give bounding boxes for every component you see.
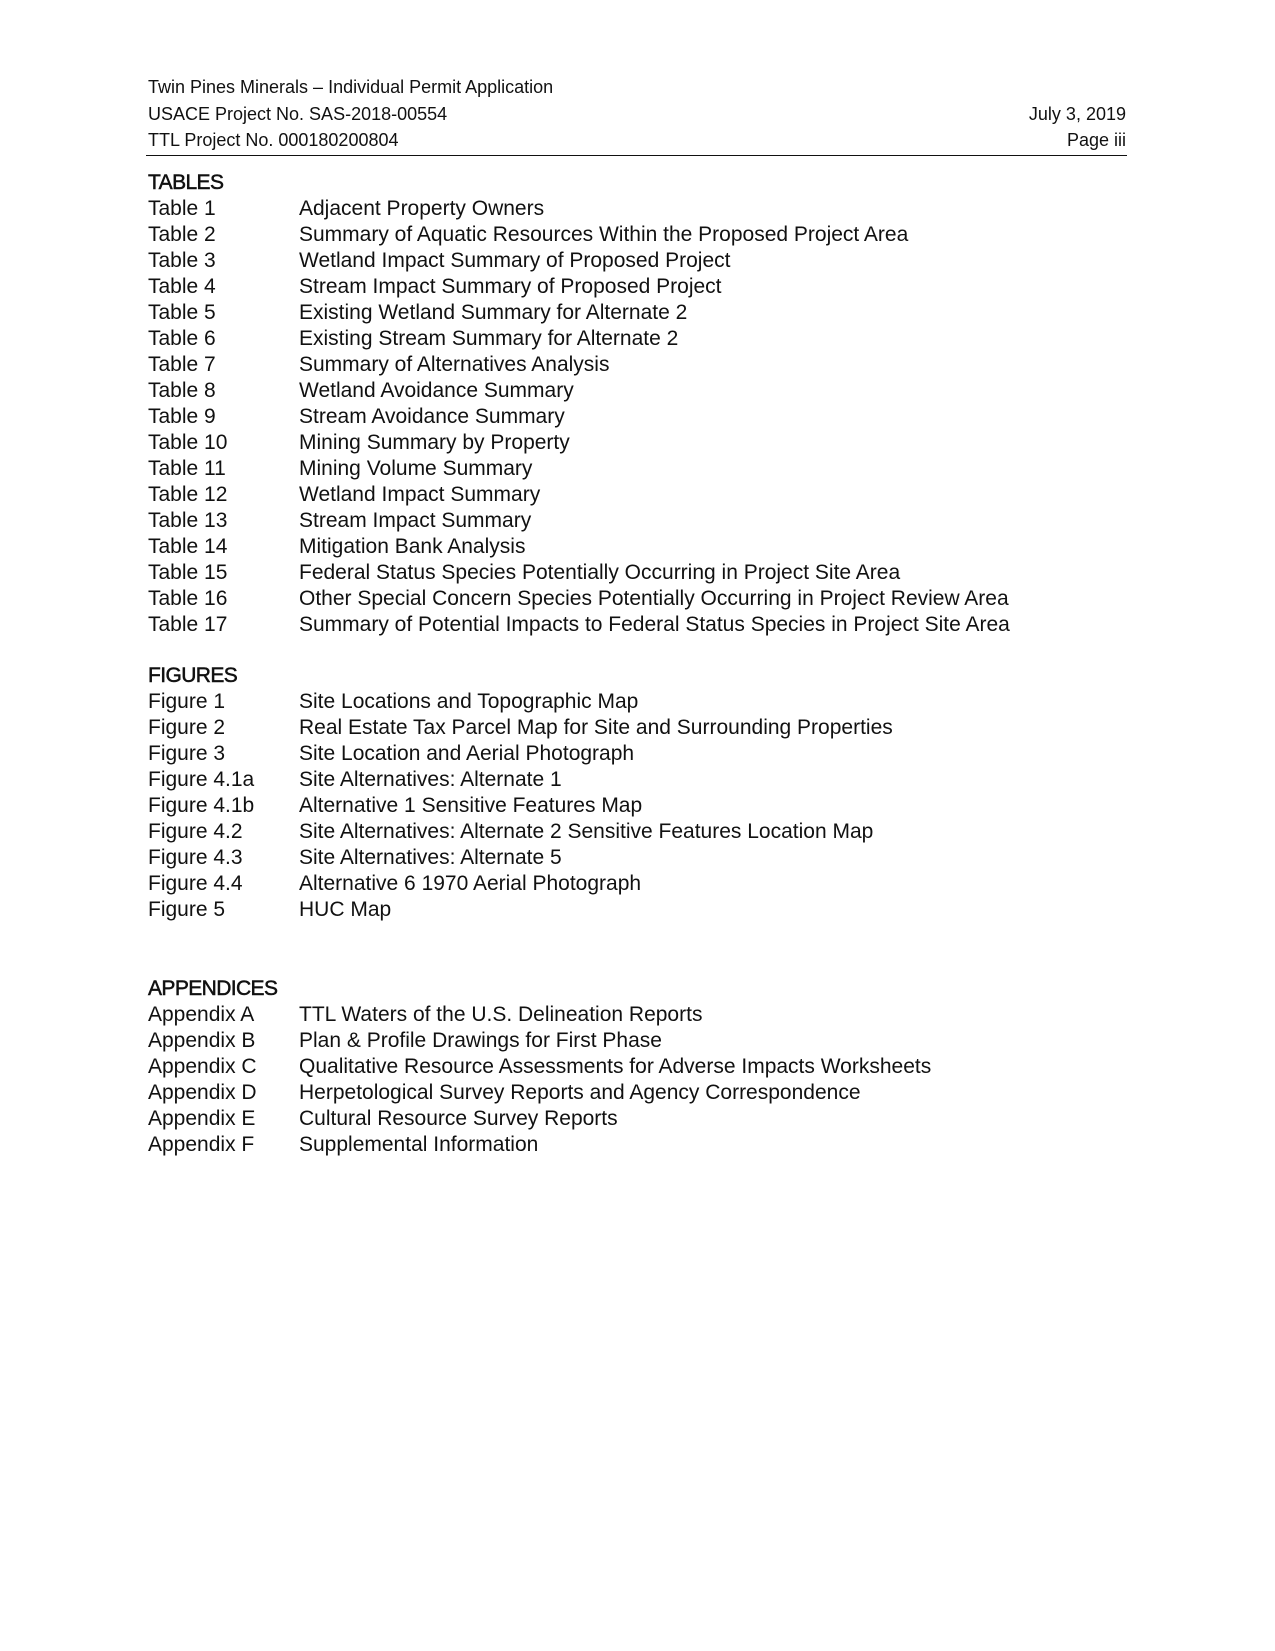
usace-project-number: USACE Project No. SAS-2018-00554	[148, 103, 448, 124]
list-item	[148, 793, 1128, 819]
list-item	[148, 1002, 1128, 1028]
page-number: Page iii	[1066, 130, 1126, 150]
list-item	[148, 689, 1128, 715]
list-item	[148, 274, 1128, 300]
item-title: Stream Impact Summary of Proposed Project	[299, 275, 722, 298]
item-title: HUC Map	[299, 898, 392, 921]
item-label: Table 5	[148, 301, 216, 324]
list-item	[148, 1080, 1128, 1106]
list-item	[148, 741, 1128, 767]
item-title: Alternative 1 Sensitive Features Map	[299, 794, 643, 817]
item-title: Wetland Impact Summary	[299, 483, 541, 506]
item-title: Herpetological Survey Reports and Agency Correspondence	[299, 1081, 861, 1104]
header-row-1	[148, 74, 1126, 101]
list-item	[148, 1054, 1128, 1080]
item-title: Plan & Profile Drawings for First Phase	[299, 1029, 662, 1052]
item-title: Adjacent Property Owners	[299, 197, 545, 220]
list-item	[148, 1106, 1128, 1132]
document-title: Twin Pines Minerals – Individual Permit Application	[148, 77, 554, 97]
list-item	[148, 1028, 1128, 1054]
item-label: Figure 1	[148, 690, 226, 713]
list-item	[148, 586, 1128, 612]
item-title: TTL Waters of the U.S. Delineation Reports	[299, 1003, 703, 1026]
header-divider	[146, 155, 1127, 156]
item-title: Site Locations and Topographic Map	[299, 690, 639, 713]
item-label: Appendix C	[148, 1055, 257, 1078]
list-item	[148, 456, 1128, 482]
appendices-list	[148, 1002, 1128, 1158]
item-title: Other Special Concern Species Potentially Occurring in Project Review Area	[299, 587, 1009, 610]
list-item	[148, 196, 1128, 222]
item-label: Figure 4.4	[148, 872, 243, 895]
page-header	[148, 74, 1126, 154]
item-label: Table 13	[148, 509, 228, 532]
tables-section	[148, 170, 1128, 638]
appendices-section	[148, 976, 1128, 1158]
item-label: Figure 4.2	[148, 820, 243, 843]
item-label: Appendix A	[148, 1003, 255, 1026]
item-label: Appendix F	[148, 1133, 255, 1156]
item-title: Site Location and Aerial Photograph	[299, 742, 635, 765]
figures-section	[148, 663, 1128, 923]
item-title: Stream Impact Summary	[299, 509, 532, 532]
list-item	[148, 404, 1128, 430]
item-title: Supplemental Information	[299, 1133, 539, 1156]
item-label: Table 7	[148, 353, 216, 376]
item-label: Table 12	[148, 483, 228, 506]
tables-heading: TABLES	[148, 171, 224, 194]
list-item	[148, 871, 1128, 897]
item-title: Wetland Avoidance Summary	[299, 379, 574, 402]
item-title: Existing Wetland Summary for Alternate 2	[299, 301, 688, 324]
list-item	[148, 352, 1128, 378]
item-label: Table 6	[148, 327, 216, 350]
list-item	[148, 560, 1128, 586]
item-label: Appendix B	[148, 1029, 256, 1052]
list-item	[148, 715, 1128, 741]
list-item	[148, 845, 1128, 871]
item-title: Site Alternatives: Alternate 5	[299, 846, 562, 869]
item-title: Site Alternatives: Alternate 1	[299, 768, 562, 791]
list-item	[148, 508, 1128, 534]
list-item	[148, 767, 1128, 793]
list-item	[148, 482, 1128, 508]
item-label: Table 10	[148, 431, 228, 454]
list-item	[148, 897, 1128, 923]
item-title: Summary of Aquatic Resources Within the Proposed Project Area	[299, 223, 909, 246]
item-label: Table 9	[148, 405, 216, 428]
item-label: Table 3	[148, 249, 216, 272]
figures-list	[148, 689, 1128, 923]
item-label: Appendix D	[148, 1081, 257, 1104]
figures-heading: FIGURES	[148, 664, 238, 687]
item-title: Wetland Impact Summary of Proposed Project	[299, 249, 731, 272]
item-title: Mining Volume Summary	[299, 457, 533, 480]
item-title: Summary of Potential Impacts to Federal Status Species in Project Site Area	[299, 613, 1010, 636]
list-item	[148, 612, 1128, 638]
item-label: Table 16	[148, 587, 228, 610]
item-label: Table 8	[148, 379, 216, 402]
item-label: Table 15	[148, 561, 228, 584]
item-label: Table 17	[148, 613, 228, 636]
list-item	[148, 222, 1128, 248]
item-label: Table 11	[148, 457, 226, 480]
item-label: Table 1	[148, 197, 216, 220]
list-item	[148, 534, 1128, 560]
item-title: Cultural Resource Survey Reports	[299, 1107, 618, 1130]
header-row-3	[148, 127, 1126, 154]
item-title: Mining Summary by Property	[299, 431, 570, 454]
tables-list	[148, 196, 1128, 638]
item-title: Existing Stream Summary for Alternate 2	[299, 327, 679, 350]
item-label: Figure 5	[148, 898, 226, 921]
list-item	[148, 1132, 1128, 1158]
item-label: Appendix E	[148, 1107, 256, 1130]
item-label: Table 14	[148, 535, 228, 558]
list-item	[148, 430, 1128, 456]
item-label: Figure 4.1b	[148, 794, 255, 817]
list-item	[148, 326, 1128, 352]
item-label: Table 4	[148, 275, 216, 298]
item-title: Federal Status Species Potentially Occurring in Project Site Area	[299, 561, 901, 584]
item-title: Stream Avoidance Summary	[299, 405, 565, 428]
item-title: Qualitative Resource Assessments for Adverse Impacts Worksheets	[299, 1055, 932, 1078]
item-title: Summary of Alternatives Analysis	[299, 353, 610, 376]
list-item	[148, 819, 1128, 845]
item-label: Figure 4.3	[148, 846, 243, 869]
item-title: Site Alternatives: Alternate 2 Sensitive Features Location Map	[299, 820, 874, 843]
list-item	[148, 378, 1128, 404]
document-date: July 3, 2019	[1028, 103, 1126, 124]
list-item	[148, 300, 1128, 326]
item-title: Real Estate Tax Parcel Map for Site and Surrounding Properties	[299, 716, 893, 739]
item-label: Figure 3	[148, 742, 226, 765]
item-label: Figure 4.1a	[148, 768, 255, 791]
item-label: Table 2	[148, 223, 216, 246]
header-row-2	[148, 101, 1126, 128]
item-label: Figure 2	[148, 716, 226, 739]
appendices-heading: APPENDICES	[148, 977, 278, 1000]
list-item	[148, 248, 1128, 274]
ttl-project-number: TTL Project No. 000180200804	[148, 130, 399, 150]
item-title: Alternative 6 1970 Aerial Photograph	[299, 872, 642, 895]
item-title: Mitigation Bank Analysis	[299, 535, 526, 558]
